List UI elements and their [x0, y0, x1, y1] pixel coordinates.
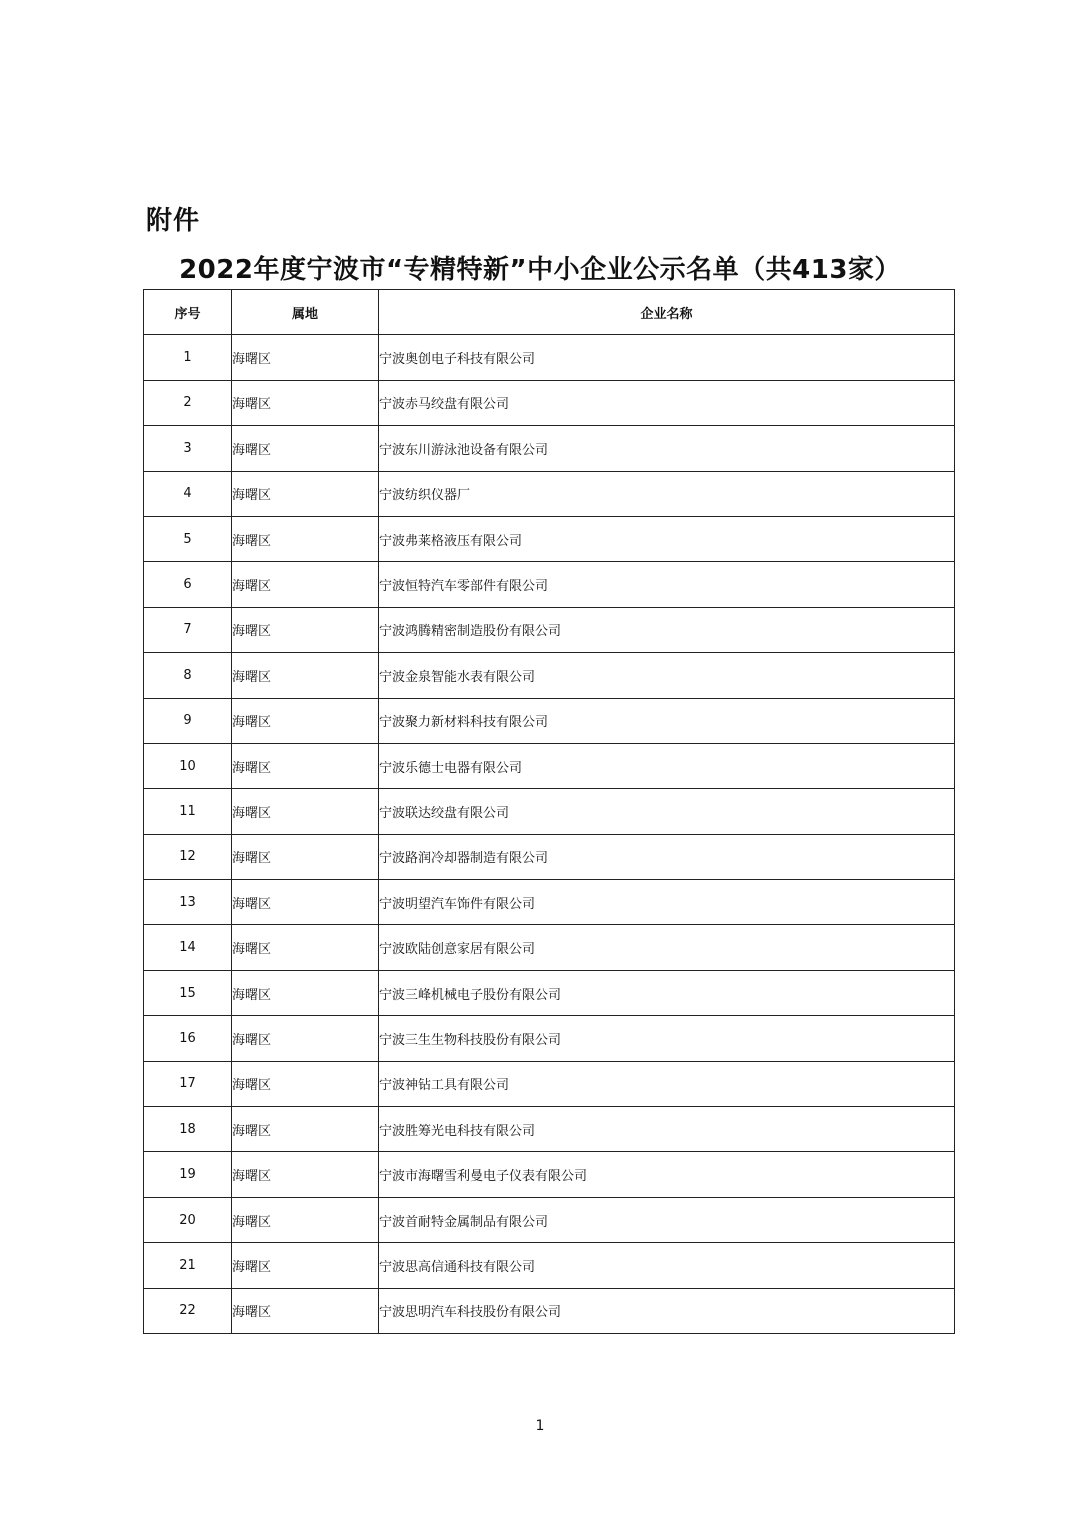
row-company-name: 宁波聚力新材料科技有限公司 [379, 698, 955, 743]
row-region: 海曙区 [232, 698, 379, 743]
table-row [144, 925, 955, 970]
table-row [144, 516, 955, 561]
table-body [144, 335, 955, 1334]
company-list-table [143, 289, 955, 1334]
row-number: 7 [144, 607, 232, 652]
row-region: 海曙区 [232, 516, 379, 561]
table-row [144, 970, 955, 1015]
row-number: 14 [144, 925, 232, 970]
table-row [144, 1288, 955, 1333]
table-row [144, 335, 955, 380]
row-region: 海曙区 [232, 1152, 379, 1197]
row-region: 海曙区 [232, 653, 379, 698]
row-company-name: 宁波鸿腾精密制造股份有限公司 [379, 607, 955, 652]
table-row [144, 834, 955, 879]
table-row [144, 1243, 955, 1288]
row-company-name: 宁波金泉智能水表有限公司 [379, 653, 955, 698]
row-number: 11 [144, 789, 232, 834]
row-number: 1 [144, 335, 232, 380]
table-row [144, 1107, 955, 1152]
row-number: 5 [144, 516, 232, 561]
header-region: 属地 [232, 290, 379, 335]
row-number: 4 [144, 471, 232, 516]
row-number: 16 [144, 1016, 232, 1061]
row-region: 海曙区 [232, 789, 379, 834]
row-number: 19 [144, 1152, 232, 1197]
header-company: 企业名称 [379, 290, 955, 335]
row-region: 海曙区 [232, 471, 379, 516]
table-header-row [144, 290, 955, 335]
row-company-name: 宁波恒特汽车零部件有限公司 [379, 562, 955, 607]
table-row [144, 880, 955, 925]
row-number: 13 [144, 880, 232, 925]
table-row [144, 1152, 955, 1197]
row-company-name: 宁波明望汽车饰件有限公司 [379, 880, 955, 925]
row-region: 海曙区 [232, 834, 379, 879]
table-row [144, 698, 955, 743]
row-number: 9 [144, 698, 232, 743]
row-company-name: 宁波乐德士电器有限公司 [379, 743, 955, 788]
row-company-name: 宁波思明汽车科技股份有限公司 [379, 1288, 955, 1333]
row-region: 海曙区 [232, 335, 379, 380]
table-row [144, 1061, 955, 1106]
row-region: 海曙区 [232, 1107, 379, 1152]
table-row [144, 743, 955, 788]
table-row [144, 562, 955, 607]
row-region: 海曙区 [232, 1243, 379, 1288]
row-region: 海曙区 [232, 1061, 379, 1106]
row-company-name: 宁波三生生物科技股份有限公司 [379, 1016, 955, 1061]
row-region: 海曙区 [232, 1016, 379, 1061]
row-region: 海曙区 [232, 562, 379, 607]
row-number: 21 [144, 1243, 232, 1288]
document-title: 2022年度宁波市“专精特新”中小企业公示名单（共413家） [179, 255, 901, 285]
row-region: 海曙区 [232, 743, 379, 788]
row-company-name: 宁波思高信通科技有限公司 [379, 1243, 955, 1288]
row-region: 海曙区 [232, 426, 379, 471]
row-region: 海曙区 [232, 1288, 379, 1333]
row-region: 海曙区 [232, 880, 379, 925]
table-row [144, 380, 955, 425]
row-company-name: 宁波欧陆创意家居有限公司 [379, 925, 955, 970]
row-company-name: 宁波赤马绞盘有限公司 [379, 380, 955, 425]
row-number: 17 [144, 1061, 232, 1106]
row-number: 15 [144, 970, 232, 1015]
row-company-name: 宁波纺织仪器厂 [379, 471, 955, 516]
row-company-name: 宁波东川游泳池设备有限公司 [379, 426, 955, 471]
row-company-name: 宁波胜筹光电科技有限公司 [379, 1107, 955, 1152]
table-row [144, 653, 955, 698]
row-region: 海曙区 [232, 925, 379, 970]
row-company-name: 宁波神钻工具有限公司 [379, 1061, 955, 1106]
table-row [144, 1197, 955, 1242]
row-number: 12 [144, 834, 232, 879]
row-company-name: 宁波奥创电子科技有限公司 [379, 335, 955, 380]
table-row [144, 607, 955, 652]
row-number: 6 [144, 562, 232, 607]
attachment-label: 附件 [146, 206, 201, 236]
row-number: 18 [144, 1107, 232, 1152]
row-region: 海曙区 [232, 970, 379, 1015]
table-row [144, 1016, 955, 1061]
row-company-name: 宁波联达绞盘有限公司 [379, 789, 955, 834]
page-number: 1 [535, 1418, 545, 1434]
table-row [144, 789, 955, 834]
row-region: 海曙区 [232, 607, 379, 652]
row-number: 10 [144, 743, 232, 788]
row-number: 3 [144, 426, 232, 471]
row-company-name: 宁波三峰机械电子股份有限公司 [379, 970, 955, 1015]
header-number: 序号 [144, 290, 232, 335]
row-region: 海曙区 [232, 1197, 379, 1242]
row-company-name: 宁波路润冷却器制造有限公司 [379, 834, 955, 879]
table-row [144, 471, 955, 516]
row-number: 8 [144, 653, 232, 698]
row-number: 20 [144, 1197, 232, 1242]
row-number: 2 [144, 380, 232, 425]
row-company-name: 宁波弗莱格液压有限公司 [379, 516, 955, 561]
table-row [144, 426, 955, 471]
row-region: 海曙区 [232, 380, 379, 425]
row-number: 22 [144, 1288, 232, 1333]
row-company-name: 宁波市海曙雪利曼电子仪表有限公司 [379, 1152, 955, 1197]
row-company-name: 宁波首耐特金属制品有限公司 [379, 1197, 955, 1242]
